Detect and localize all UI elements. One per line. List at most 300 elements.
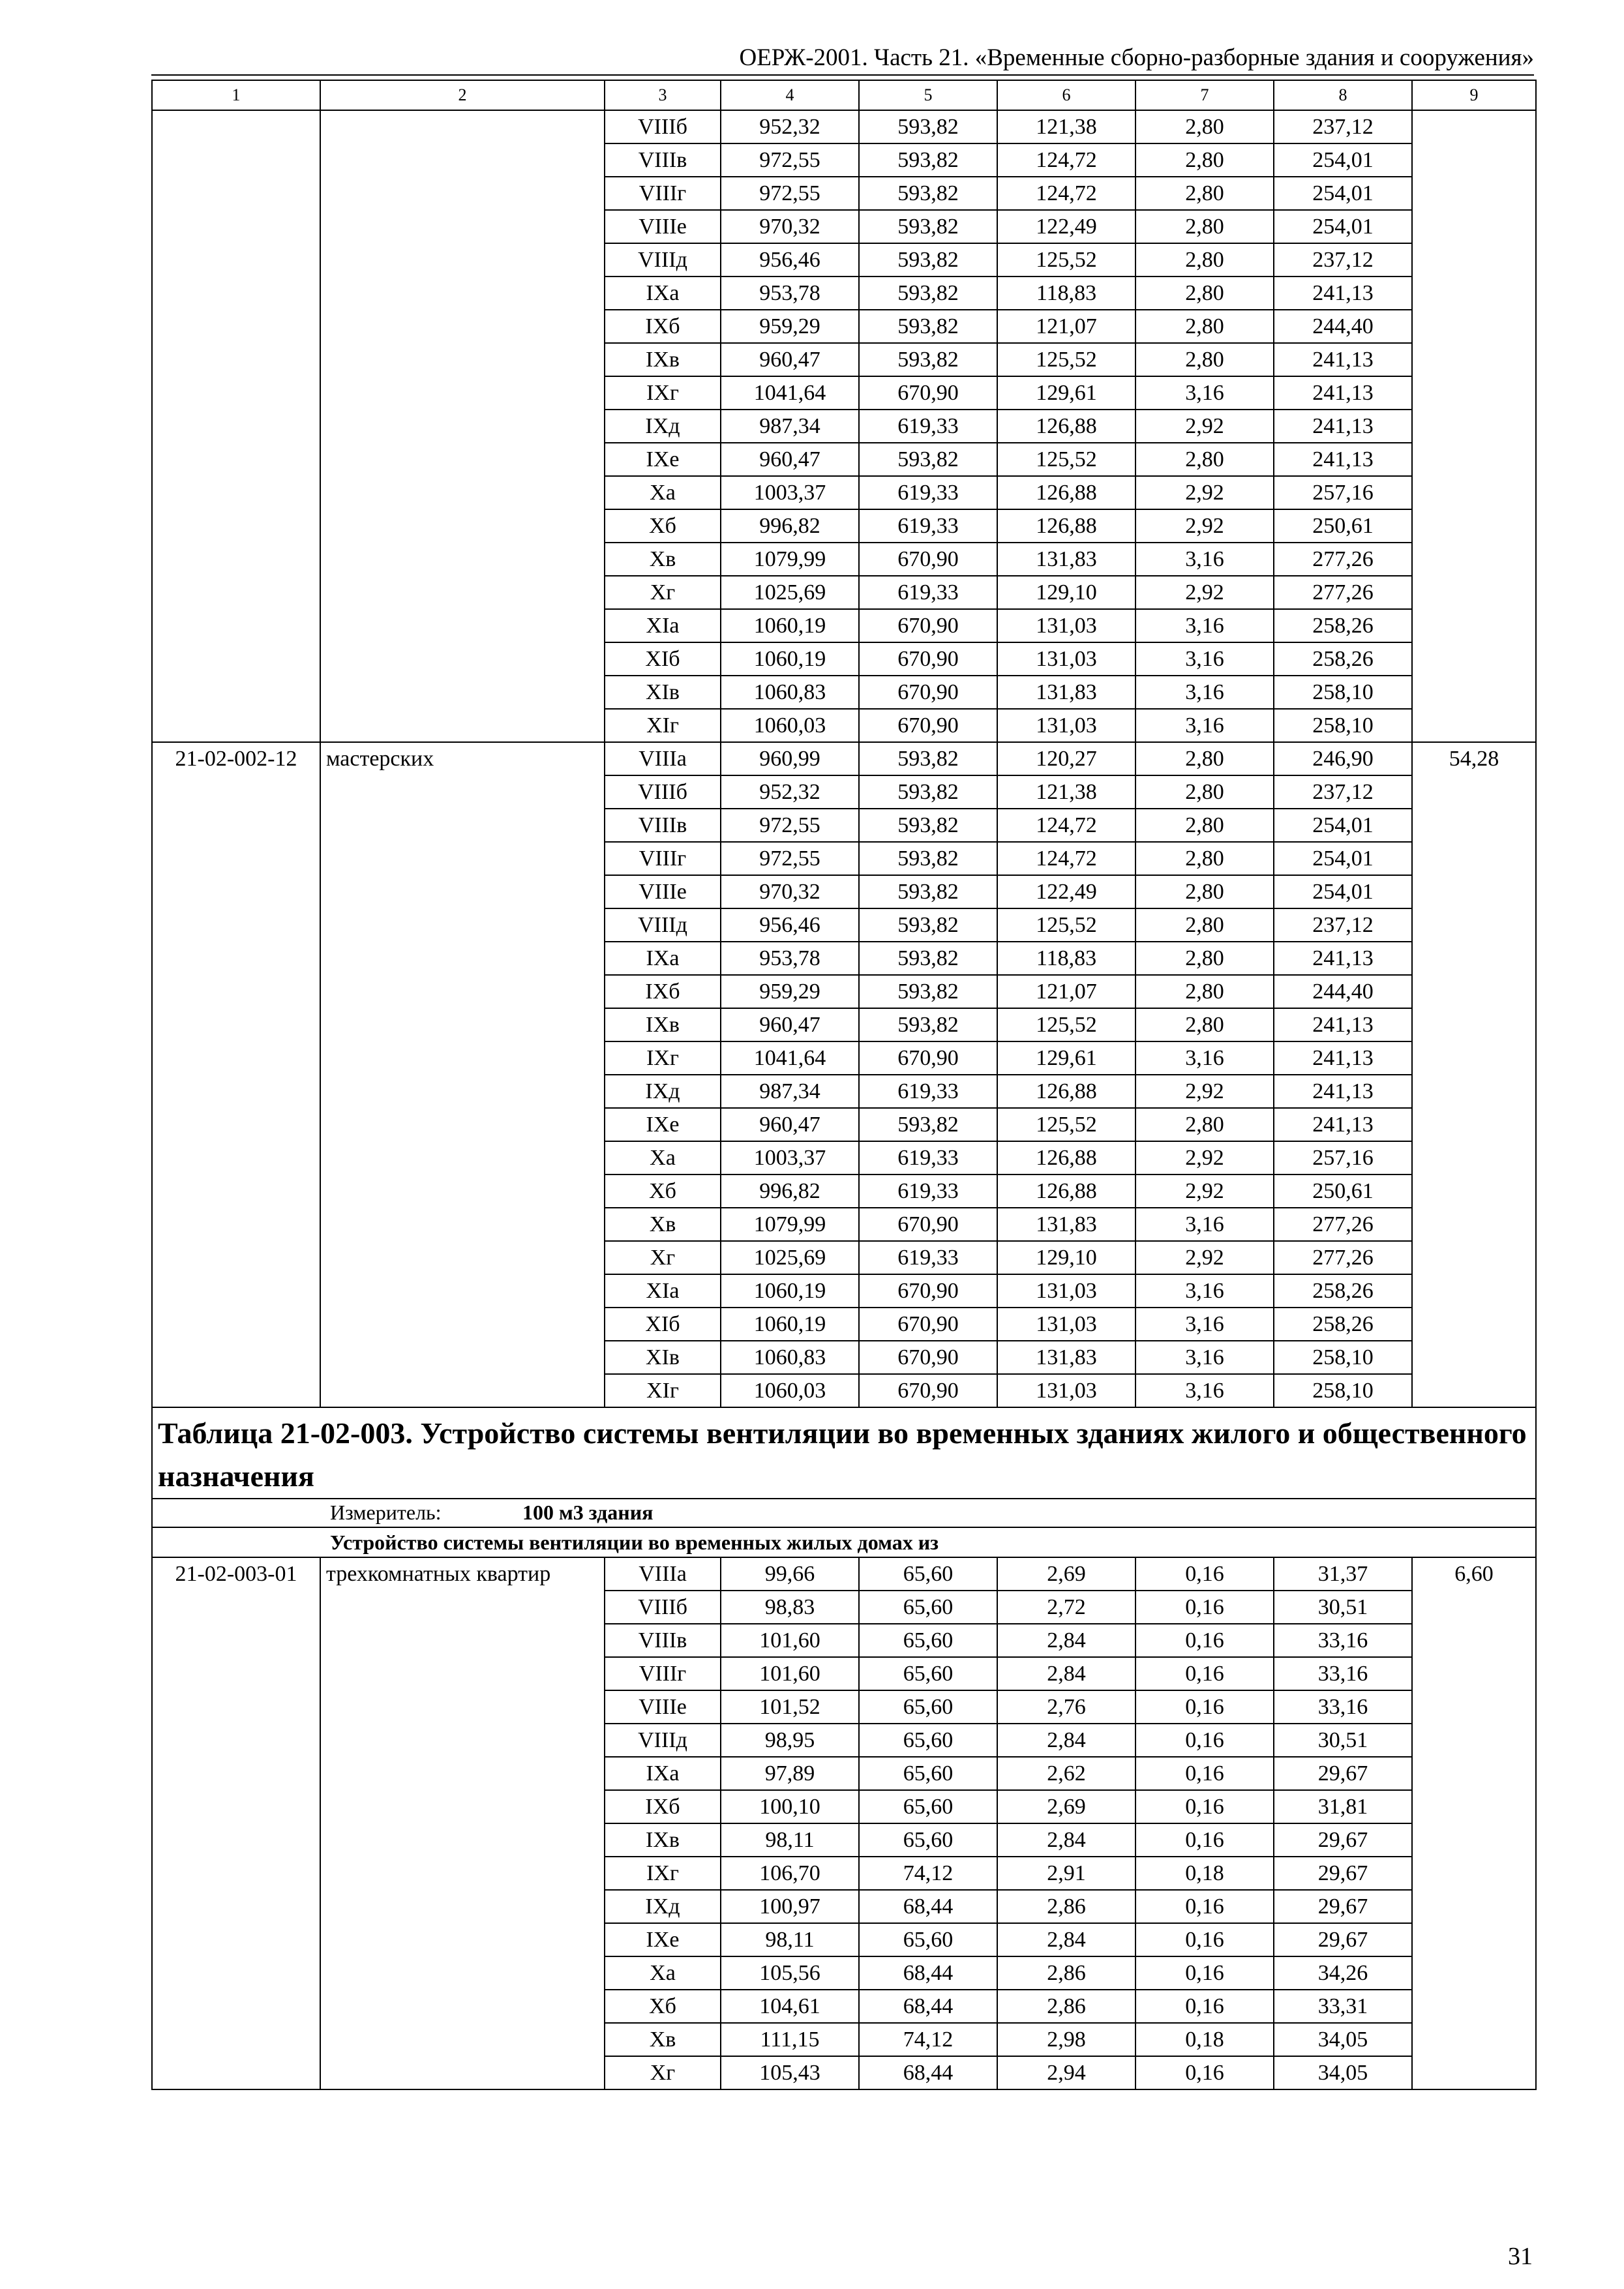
material-costs: 254,01 bbox=[1274, 177, 1412, 210]
direct-costs: 1025,69 bbox=[721, 1241, 859, 1274]
direct-costs: 952,32 bbox=[721, 110, 859, 143]
machinist-wages: 3,16 bbox=[1135, 1308, 1274, 1341]
work-name bbox=[320, 110, 605, 742]
material-costs: 34,26 bbox=[1274, 1956, 1412, 1990]
direct-costs: 105,56 bbox=[721, 1956, 859, 1990]
direct-costs: 960,47 bbox=[721, 443, 859, 476]
labor-wages: 593,82 bbox=[859, 908, 997, 942]
material-costs: 237,12 bbox=[1274, 243, 1412, 277]
region-zone: Xг bbox=[605, 1241, 721, 1274]
labor-wages: 65,60 bbox=[859, 1591, 997, 1624]
direct-costs: 1079,99 bbox=[721, 543, 859, 576]
region-zone: IXд bbox=[605, 1075, 721, 1108]
machinist-wages: 0,16 bbox=[1135, 1890, 1274, 1923]
labor-wages: 593,82 bbox=[859, 842, 997, 875]
direct-costs: 987,34 bbox=[721, 1075, 859, 1108]
machinist-wages: 0,16 bbox=[1135, 1724, 1274, 1757]
machinist-wages: 2,80 bbox=[1135, 809, 1274, 842]
direct-costs: 100,10 bbox=[721, 1790, 859, 1823]
machinist-wages: 3,16 bbox=[1135, 543, 1274, 576]
direct-costs: 972,55 bbox=[721, 809, 859, 842]
machine-costs: 125,52 bbox=[997, 343, 1135, 376]
labor-wages: 670,90 bbox=[859, 1041, 997, 1075]
labor-wages: 670,90 bbox=[859, 543, 997, 576]
labor-wages: 65,60 bbox=[859, 1923, 997, 1956]
region-zone: VIIIг bbox=[605, 842, 721, 875]
material-costs: 258,10 bbox=[1274, 709, 1412, 742]
labor-wages: 65,60 bbox=[859, 1690, 997, 1724]
direct-costs: 1060,19 bbox=[721, 1274, 859, 1308]
material-costs: 31,81 bbox=[1274, 1790, 1412, 1823]
direct-costs: 105,43 bbox=[721, 2056, 859, 2089]
machinist-wages: 0,18 bbox=[1135, 1857, 1274, 1890]
direct-costs: 960,47 bbox=[721, 1008, 859, 1041]
machine-costs: 129,10 bbox=[997, 1241, 1135, 1274]
machine-costs: 2,86 bbox=[997, 1990, 1135, 2023]
direct-costs: 1060,83 bbox=[721, 1341, 859, 1374]
region-zone: VIIIд bbox=[605, 243, 721, 277]
machinist-wages: 2,80 bbox=[1135, 975, 1274, 1008]
machinist-wages: 3,16 bbox=[1135, 709, 1274, 742]
column-number: 9 bbox=[1412, 80, 1536, 110]
region-zone: IXa bbox=[605, 1757, 721, 1790]
region-zone: Xa bbox=[605, 1141, 721, 1174]
machinist-wages: 2,92 bbox=[1135, 1141, 1274, 1174]
material-costs: 29,67 bbox=[1274, 1857, 1412, 1890]
direct-costs: 98,11 bbox=[721, 1923, 859, 1956]
region-zone: IXд bbox=[605, 410, 721, 443]
labor-wages: 593,82 bbox=[859, 775, 997, 809]
region-zone: Xб bbox=[605, 1174, 721, 1208]
machine-costs: 131,03 bbox=[997, 709, 1135, 742]
machinist-wages: 2,80 bbox=[1135, 443, 1274, 476]
work-name: трехкомнатных квартир bbox=[320, 1557, 605, 2089]
region-zone: VIIIв bbox=[605, 809, 721, 842]
material-costs: 258,10 bbox=[1274, 676, 1412, 709]
machine-costs: 2,72 bbox=[997, 1591, 1135, 1624]
machinist-wages: 2,80 bbox=[1135, 742, 1274, 775]
labor-wages: 593,82 bbox=[859, 310, 997, 343]
material-costs: 237,12 bbox=[1274, 110, 1412, 143]
material-costs: 30,51 bbox=[1274, 1724, 1412, 1757]
machine-costs: 2,76 bbox=[997, 1690, 1135, 1724]
machine-costs: 125,52 bbox=[997, 443, 1135, 476]
machinist-wages: 2,80 bbox=[1135, 1008, 1274, 1041]
region-zone: IXa bbox=[605, 277, 721, 310]
machinist-wages: 2,80 bbox=[1135, 310, 1274, 343]
meter-cell bbox=[152, 1499, 1536, 1527]
section-subheader-row bbox=[152, 1527, 1536, 1557]
meter-value: 100 м3 здания bbox=[522, 1501, 654, 1524]
work-name: мастерских bbox=[320, 742, 605, 1407]
meter-label: Измеритель: bbox=[330, 1501, 442, 1524]
direct-costs: 959,29 bbox=[721, 310, 859, 343]
labor-wages: 65,60 bbox=[859, 1657, 997, 1690]
direct-costs: 996,82 bbox=[721, 509, 859, 543]
machine-costs: 131,03 bbox=[997, 1274, 1135, 1308]
machinist-wages: 2,80 bbox=[1135, 842, 1274, 875]
direct-costs: 970,32 bbox=[721, 210, 859, 243]
labor-wages: 68,44 bbox=[859, 2056, 997, 2089]
machinist-wages: 3,16 bbox=[1135, 376, 1274, 410]
direct-costs: 1060,19 bbox=[721, 642, 859, 676]
direct-costs: 987,34 bbox=[721, 410, 859, 443]
labor-wages: 593,82 bbox=[859, 742, 997, 775]
machine-costs: 2,84 bbox=[997, 1724, 1135, 1757]
labor-wages: 619,33 bbox=[859, 1174, 997, 1208]
machinist-wages: 0,16 bbox=[1135, 1591, 1274, 1624]
table-title: Таблица 21-02-003. Устройство системы вентиляции во временных зданиях жилого и общественного назначения bbox=[152, 1407, 1536, 1499]
machinist-wages: 0,16 bbox=[1135, 1956, 1274, 1990]
machine-costs: 2,84 bbox=[997, 1923, 1135, 1956]
region-zone: IXг bbox=[605, 1041, 721, 1075]
machine-costs: 131,83 bbox=[997, 543, 1135, 576]
machine-costs: 125,52 bbox=[997, 243, 1135, 277]
labor-wages: 593,82 bbox=[859, 143, 997, 177]
labor-wages: 670,90 bbox=[859, 1341, 997, 1374]
region-zone: XIa bbox=[605, 609, 721, 642]
labor-wages: 65,60 bbox=[859, 1823, 997, 1857]
region-zone: VIIIв bbox=[605, 143, 721, 177]
labor-wages: 670,90 bbox=[859, 642, 997, 676]
direct-costs: 1060,19 bbox=[721, 609, 859, 642]
region-zone: VIIIг bbox=[605, 1657, 721, 1690]
material-costs: 237,12 bbox=[1274, 775, 1412, 809]
machinist-wages: 2,80 bbox=[1135, 177, 1274, 210]
machine-costs: 2,86 bbox=[997, 1890, 1135, 1923]
labor-wages: 670,90 bbox=[859, 1374, 997, 1407]
material-costs: 277,26 bbox=[1274, 1241, 1412, 1274]
direct-costs: 1041,64 bbox=[721, 376, 859, 410]
material-costs: 241,13 bbox=[1274, 443, 1412, 476]
meter-row bbox=[152, 1499, 1536, 1527]
material-costs: 241,13 bbox=[1274, 277, 1412, 310]
labor-wages: 619,33 bbox=[859, 509, 997, 543]
machinist-wages: 0,18 bbox=[1135, 2023, 1274, 2056]
column-number: 4 bbox=[721, 80, 859, 110]
region-zone: VIIIa bbox=[605, 742, 721, 775]
labor-wages: 619,33 bbox=[859, 1075, 997, 1108]
machine-costs: 118,83 bbox=[997, 942, 1135, 975]
direct-costs: 996,82 bbox=[721, 1174, 859, 1208]
machine-costs: 126,88 bbox=[997, 410, 1135, 443]
labor-wages: 619,33 bbox=[859, 410, 997, 443]
direct-costs: 972,55 bbox=[721, 177, 859, 210]
material-costs: 244,40 bbox=[1274, 975, 1412, 1008]
machine-costs: 2,98 bbox=[997, 2023, 1135, 2056]
material-costs: 277,26 bbox=[1274, 543, 1412, 576]
labor-wages: 593,82 bbox=[859, 875, 997, 908]
machine-costs: 126,88 bbox=[997, 1141, 1135, 1174]
labor-wages: 670,90 bbox=[859, 1308, 997, 1341]
machinist-wages: 0,16 bbox=[1135, 1690, 1274, 1724]
direct-costs: 98,95 bbox=[721, 1724, 859, 1757]
region-zone: VIIIe bbox=[605, 210, 721, 243]
region-zone: VIIIб bbox=[605, 775, 721, 809]
direct-costs: 1060,03 bbox=[721, 1374, 859, 1407]
machinist-wages: 2,92 bbox=[1135, 410, 1274, 443]
machine-costs: 122,49 bbox=[997, 210, 1135, 243]
machinist-wages: 2,92 bbox=[1135, 509, 1274, 543]
region-zone: VIIIб bbox=[605, 1591, 721, 1624]
column-number: 5 bbox=[859, 80, 997, 110]
material-costs: 33,16 bbox=[1274, 1624, 1412, 1657]
machinist-wages: 3,16 bbox=[1135, 1274, 1274, 1308]
direct-costs: 1060,83 bbox=[721, 676, 859, 709]
direct-costs: 101,60 bbox=[721, 1657, 859, 1690]
machinist-wages: 2,92 bbox=[1135, 1241, 1274, 1274]
material-costs: 29,67 bbox=[1274, 1890, 1412, 1923]
region-zone: Xг bbox=[605, 2056, 721, 2089]
material-costs: 241,13 bbox=[1274, 343, 1412, 376]
machine-costs: 2,94 bbox=[997, 2056, 1135, 2089]
machinist-wages: 3,16 bbox=[1135, 1208, 1274, 1241]
machine-costs: 2,69 bbox=[997, 1790, 1135, 1823]
material-costs: 250,61 bbox=[1274, 1174, 1412, 1208]
labor-wages: 619,33 bbox=[859, 1141, 997, 1174]
labor-wages: 68,44 bbox=[859, 1956, 997, 1990]
direct-costs: 972,55 bbox=[721, 143, 859, 177]
region-zone: XIб bbox=[605, 1308, 721, 1341]
labor-wages: 593,82 bbox=[859, 210, 997, 243]
region-zone: IXб bbox=[605, 975, 721, 1008]
material-costs: 34,05 bbox=[1274, 2023, 1412, 2056]
region-zone: Xв bbox=[605, 2023, 721, 2056]
machinist-wages: 0,16 bbox=[1135, 1557, 1274, 1591]
region-zone: VIIIд bbox=[605, 1724, 721, 1757]
region-zone: XIб bbox=[605, 642, 721, 676]
material-costs: 241,13 bbox=[1274, 1008, 1412, 1041]
labor-wages: 670,90 bbox=[859, 676, 997, 709]
machine-costs: 125,52 bbox=[997, 1108, 1135, 1141]
material-costs: 258,10 bbox=[1274, 1341, 1412, 1374]
labor-wages: 74,12 bbox=[859, 2023, 997, 2056]
direct-costs: 104,61 bbox=[721, 1990, 859, 2023]
direct-costs: 1060,03 bbox=[721, 709, 859, 742]
machine-costs: 125,52 bbox=[997, 1008, 1135, 1041]
section-subheader: Устройство системы вентиляции во временных жилых домах из bbox=[152, 1527, 1536, 1557]
direct-costs: 972,55 bbox=[721, 842, 859, 875]
direct-costs: 959,29 bbox=[721, 975, 859, 1008]
material-costs: 254,01 bbox=[1274, 210, 1412, 243]
material-costs: 244,40 bbox=[1274, 310, 1412, 343]
machinist-wages: 2,80 bbox=[1135, 210, 1274, 243]
machinist-wages: 2,92 bbox=[1135, 576, 1274, 609]
direct-costs: 960,47 bbox=[721, 1108, 859, 1141]
region-zone: XIв bbox=[605, 676, 721, 709]
machine-costs: 2,69 bbox=[997, 1557, 1135, 1591]
machine-costs: 2,84 bbox=[997, 1624, 1135, 1657]
norms-table bbox=[151, 80, 1537, 2090]
labor-wages: 593,82 bbox=[859, 243, 997, 277]
labor-wages: 619,33 bbox=[859, 476, 997, 509]
machine-costs: 131,83 bbox=[997, 1341, 1135, 1374]
direct-costs: 98,11 bbox=[721, 1823, 859, 1857]
material-costs: 277,26 bbox=[1274, 576, 1412, 609]
machinist-wages: 2,92 bbox=[1135, 476, 1274, 509]
machine-costs: 131,83 bbox=[997, 1208, 1135, 1241]
material-costs: 277,26 bbox=[1274, 1208, 1412, 1241]
machine-costs: 131,83 bbox=[997, 676, 1135, 709]
direct-costs: 970,32 bbox=[721, 875, 859, 908]
region-zone: IXв bbox=[605, 1008, 721, 1041]
material-costs: 257,16 bbox=[1274, 1141, 1412, 1174]
column-number: 8 bbox=[1274, 80, 1412, 110]
labor-wages: 593,82 bbox=[859, 343, 997, 376]
material-costs: 258,26 bbox=[1274, 609, 1412, 642]
region-zone: VIIIe bbox=[605, 875, 721, 908]
machine-costs: 2,84 bbox=[997, 1823, 1135, 1857]
labor-wages: 68,44 bbox=[859, 1990, 997, 2023]
labor-wages: 593,82 bbox=[859, 177, 997, 210]
direct-costs: 952,32 bbox=[721, 775, 859, 809]
direct-costs: 960,47 bbox=[721, 343, 859, 376]
machinist-wages: 0,16 bbox=[1135, 1790, 1274, 1823]
column-number: 2 bbox=[320, 80, 605, 110]
direct-costs: 953,78 bbox=[721, 277, 859, 310]
machinist-wages: 0,16 bbox=[1135, 2056, 1274, 2089]
region-zone: IXд bbox=[605, 1890, 721, 1923]
direct-costs: 111,15 bbox=[721, 2023, 859, 2056]
region-zone: VIIIд bbox=[605, 908, 721, 942]
region-zone: IXe bbox=[605, 1108, 721, 1141]
machine-costs: 2,84 bbox=[997, 1657, 1135, 1690]
table-row bbox=[152, 110, 1536, 143]
machine-costs: 121,07 bbox=[997, 310, 1135, 343]
direct-costs: 97,89 bbox=[721, 1757, 859, 1790]
machine-costs: 2,86 bbox=[997, 1956, 1135, 1990]
column-number: 1 bbox=[152, 80, 320, 110]
labor-wages: 65,60 bbox=[859, 1757, 997, 1790]
region-zone: VIIIв bbox=[605, 1624, 721, 1657]
material-costs: 241,13 bbox=[1274, 942, 1412, 975]
material-costs: 258,26 bbox=[1274, 642, 1412, 676]
direct-costs: 956,46 bbox=[721, 908, 859, 942]
direct-costs: 1025,69 bbox=[721, 576, 859, 609]
region-zone: VIIIб bbox=[605, 110, 721, 143]
machine-costs: 118,83 bbox=[997, 277, 1135, 310]
page-number: 31 bbox=[1508, 2243, 1533, 2270]
labor-wages: 74,12 bbox=[859, 1857, 997, 1890]
region-zone: IXв bbox=[605, 1823, 721, 1857]
labor-wages: 670,90 bbox=[859, 1274, 997, 1308]
material-costs: 237,12 bbox=[1274, 908, 1412, 942]
labor-hours: 54,28 bbox=[1412, 742, 1536, 1407]
labor-wages: 593,82 bbox=[859, 1108, 997, 1141]
machine-costs: 124,72 bbox=[997, 177, 1135, 210]
column-number: 6 bbox=[997, 80, 1135, 110]
region-zone: VIIIг bbox=[605, 177, 721, 210]
column-number: 3 bbox=[605, 80, 721, 110]
labor-wages: 670,90 bbox=[859, 709, 997, 742]
labor-wages: 670,90 bbox=[859, 376, 997, 410]
material-costs: 29,67 bbox=[1274, 1757, 1412, 1790]
direct-costs: 1003,37 bbox=[721, 1141, 859, 1174]
material-costs: 257,16 bbox=[1274, 476, 1412, 509]
region-zone: IXв bbox=[605, 343, 721, 376]
machine-costs: 2,91 bbox=[997, 1857, 1135, 1890]
machine-costs: 126,88 bbox=[997, 1174, 1135, 1208]
machine-costs: 121,38 bbox=[997, 775, 1135, 809]
labor-wages: 593,82 bbox=[859, 110, 997, 143]
labor-hours bbox=[1412, 110, 1536, 742]
machine-costs: 131,03 bbox=[997, 1308, 1135, 1341]
machine-costs: 124,72 bbox=[997, 809, 1135, 842]
labor-wages: 593,82 bbox=[859, 443, 997, 476]
machine-costs: 129,61 bbox=[997, 376, 1135, 410]
direct-costs: 100,97 bbox=[721, 1890, 859, 1923]
material-costs: 241,13 bbox=[1274, 1041, 1412, 1075]
region-zone: XIa bbox=[605, 1274, 721, 1308]
region-zone: IXг bbox=[605, 376, 721, 410]
direct-costs: 1060,19 bbox=[721, 1308, 859, 1341]
table-row bbox=[152, 742, 1536, 775]
machinist-wages: 2,80 bbox=[1135, 243, 1274, 277]
material-costs: 258,26 bbox=[1274, 1308, 1412, 1341]
table-title-row bbox=[152, 1407, 1536, 1499]
machinist-wages: 0,16 bbox=[1135, 1823, 1274, 1857]
material-costs: 250,61 bbox=[1274, 509, 1412, 543]
material-costs: 34,05 bbox=[1274, 2056, 1412, 2089]
machinist-wages: 2,92 bbox=[1135, 1174, 1274, 1208]
material-costs: 241,13 bbox=[1274, 1108, 1412, 1141]
labor-wages: 593,82 bbox=[859, 277, 997, 310]
region-zone: Xa bbox=[605, 1956, 721, 1990]
direct-costs: 101,60 bbox=[721, 1624, 859, 1657]
region-zone: XIг bbox=[605, 709, 721, 742]
labor-wages: 65,60 bbox=[859, 1724, 997, 1757]
machinist-wages: 2,80 bbox=[1135, 908, 1274, 942]
direct-costs: 99,66 bbox=[721, 1557, 859, 1591]
region-zone: IXe bbox=[605, 443, 721, 476]
machinist-wages: 0,16 bbox=[1135, 1923, 1274, 1956]
machine-costs: 125,52 bbox=[997, 908, 1135, 942]
column-number: 7 bbox=[1135, 80, 1274, 110]
region-zone: IXб bbox=[605, 310, 721, 343]
norm-code: 21-02-003-01 bbox=[152, 1557, 320, 2089]
running-title: ОЕРЖ-2001. Часть 21. «Временные сборно-разборные здания и сооружения» bbox=[739, 44, 1534, 71]
machinist-wages: 0,16 bbox=[1135, 1624, 1274, 1657]
material-costs: 33,16 bbox=[1274, 1657, 1412, 1690]
labor-wages: 619,33 bbox=[859, 1241, 997, 1274]
direct-costs: 101,52 bbox=[721, 1690, 859, 1724]
machine-costs: 126,88 bbox=[997, 476, 1135, 509]
machine-costs: 131,03 bbox=[997, 1374, 1135, 1407]
norm-code: 21-02-002-12 bbox=[152, 742, 320, 1407]
material-costs: 241,13 bbox=[1274, 410, 1412, 443]
machinist-wages: 2,80 bbox=[1135, 110, 1274, 143]
direct-costs: 98,83 bbox=[721, 1591, 859, 1624]
region-zone: IXб bbox=[605, 1790, 721, 1823]
direct-costs: 1041,64 bbox=[721, 1041, 859, 1075]
machine-costs: 124,72 bbox=[997, 143, 1135, 177]
machine-costs: 131,03 bbox=[997, 609, 1135, 642]
machinist-wages: 2,80 bbox=[1135, 143, 1274, 177]
norm-code bbox=[152, 110, 320, 742]
material-costs: 258,10 bbox=[1274, 1374, 1412, 1407]
direct-costs: 956,46 bbox=[721, 243, 859, 277]
region-zone: Xг bbox=[605, 576, 721, 609]
material-costs: 30,51 bbox=[1274, 1591, 1412, 1624]
machinist-wages: 3,16 bbox=[1135, 1041, 1274, 1075]
header-rule bbox=[151, 74, 1534, 76]
labor-wages: 593,82 bbox=[859, 809, 997, 842]
region-zone: XIг bbox=[605, 1374, 721, 1407]
machinist-wages: 2,80 bbox=[1135, 277, 1274, 310]
region-zone: IXa bbox=[605, 942, 721, 975]
machine-costs: 2,62 bbox=[997, 1757, 1135, 1790]
material-costs: 258,26 bbox=[1274, 1274, 1412, 1308]
